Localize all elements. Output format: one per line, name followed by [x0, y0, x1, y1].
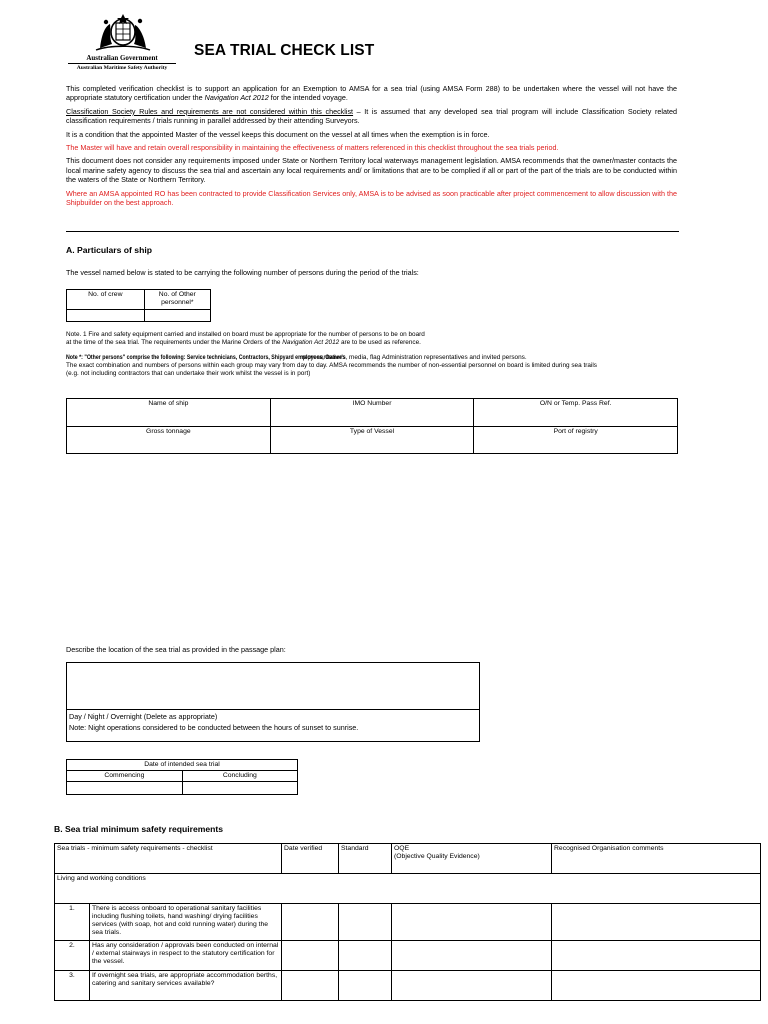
date-verified-field[interactable]: [282, 904, 339, 941]
checklist-column-header: Sea trials - minimum safety requirements - checklist: [55, 844, 282, 874]
on-temp-pass-cell[interactable]: O/N or Temp. Pass Ref.: [474, 399, 678, 427]
section-b-heading: B. Sea trial minimum safety requirements: [54, 824, 224, 834]
ro-comments-field[interactable]: [552, 971, 761, 1001]
section-divider: [66, 231, 679, 232]
logo-divider: [68, 63, 176, 64]
row-number: 1.: [55, 904, 90, 941]
table-row: [55, 941, 761, 971]
row-requirement: Has any consideration / approvals been conducted on internal / external stairways in respect to the statutory certification for the vessel.: [90, 941, 282, 971]
gross-tonnage-cell[interactable]: Gross tonnage: [67, 427, 271, 454]
day-night-selector[interactable]: Day / Night / Overnight (Delete as appropriate): [69, 712, 218, 721]
other-personnel-header: No. of Other personnel*: [144, 290, 210, 310]
intro-paragraph-5: This document does not consider any requirements imposed under State or Northern Territory local waterways management legislation. AMSA recommends that the owner/master contacts the local marine safety agency to discuss the sea trial and ascertain any local requirements and/ or limitations that are to be complied if all or part of the part of the trials are to be conducted within the waters of the State or Northern Territory.: [66, 156, 677, 185]
commencing-date-field[interactable]: [67, 782, 183, 795]
concluding-date-field[interactable]: [182, 782, 297, 795]
port-of-registry-cell[interactable]: Port of registry: [474, 427, 678, 454]
location-box: [66, 662, 480, 742]
table-row: [55, 971, 761, 1001]
page-title: SEA TRIAL CHECK LIST: [194, 42, 375, 59]
standard-field[interactable]: [339, 904, 392, 941]
note-1: Note. 1 Fire and safety equipment carried and installed on board must be appropriate for the number of persons to be on board at the time of the sea trial. The requirements under the Marine Orders of the Navigation Act 2012 are to be used as reference.: [66, 331, 425, 346]
ro-comments-field[interactable]: [552, 904, 761, 941]
intro-paragraph-6: Where an AMSA appointed RO has been contracted to provide Classification Services only, AMSA is to be advised as soon practicable after project commencement to allow discussion with the Shipbuilder on the best approach.: [66, 188, 677, 208]
standard-field[interactable]: [339, 941, 392, 971]
oqe-field[interactable]: [392, 941, 552, 971]
concluding-header: Concluding: [182, 771, 297, 782]
agency-name: Australian Maritime Safety Authority: [76, 65, 168, 71]
date-verified-field[interactable]: [282, 941, 339, 971]
type-of-vessel-cell[interactable]: Type of Vessel: [270, 427, 474, 454]
oqe-field[interactable]: [392, 971, 552, 1001]
table-row: [55, 904, 761, 941]
persons-table: [66, 289, 211, 322]
commencing-header: Commencing: [67, 771, 183, 782]
imo-number-cell[interactable]: IMO Number: [270, 399, 474, 427]
night-operations-note: Note: Night operations considered to be conducted between the hours of sunset to sunrise.: [69, 723, 359, 733]
coat-of-arms-icon: [92, 12, 154, 52]
date-table-title: Date of intended sea trial: [67, 760, 298, 771]
intro-paragraph-2: Classification Society Rules and requirements are not considered within this checklist – It is assumed that any developed sea trial program will include Classification Society related classification requirements / trials running in parallel addressed by their attending Surveyors.: [66, 106, 677, 126]
oqe-field[interactable]: [392, 904, 552, 941]
intro-section: [66, 84, 677, 207]
standard-column-header: Standard: [339, 844, 392, 874]
crew-header: No. of crew: [67, 290, 145, 310]
ro-comments-field[interactable]: [552, 941, 761, 971]
note-2: Note *: "Other persons" comprise the following: Service technicians, Contractors, Shipyard employees, Owner's representatives, media, flag Administration representatives and invited persons. The exact combination and numbers of persons within each group may vary from day to day. AMSA recommends the number of non-essential personnel on board is limited during sea trails (e.g. not including contractors that can undertake their work whilst the vessel is in port): [66, 354, 597, 377]
intro-paragraph-4: The Master will have and retain overall responsibility in maintaining the effectiveness of matters referenced in this checklist throughout the sea trials period.: [66, 143, 559, 153]
group-living-working: Living and working conditions: [55, 874, 761, 904]
agency-logo: [66, 12, 178, 76]
safety-requirements-table: [54, 843, 761, 1001]
section-a-heading: A. Particulars of ship: [66, 245, 152, 255]
row-number: 3.: [55, 971, 90, 1001]
persons-intro: The vessel named below is stated to be carrying the following number of persons during the period of the trials:: [66, 268, 419, 277]
standard-field[interactable]: [339, 971, 392, 1001]
other-personnel-count-field[interactable]: [144, 310, 210, 322]
name-of-ship-cell[interactable]: Name of ship: [67, 399, 271, 427]
ship-particulars-table: [66, 398, 678, 454]
oqe-column-header: OQE (Objective Quality Evidence): [392, 844, 552, 874]
row-requirement: If overnight sea trials, are appropriate accommodation berths, catering and sanitary services available?: [90, 971, 282, 1001]
intro-paragraph-1: This completed verification checklist is to support an application for an Exemption to AMSA for a sea trial (using AMSA Form 288) to be undertaken where the vessel will not have the appropriate statutory certification under the Navigation Act 2012 for the intended voyage.: [66, 84, 677, 103]
row-number: 2.: [55, 941, 90, 971]
government-name: Australian Government: [86, 54, 158, 62]
date-verified-column-header: Date verified: [282, 844, 339, 874]
ro-comments-column-header: Recognised Organisation comments: [552, 844, 761, 874]
row-requirement: There is access onboard to operational sanitary facilities including flushing toilets, hand washing/ drying facilities services (with soap, hot and cold running water) during the sea trials.: [90, 904, 282, 941]
date-table: [66, 759, 298, 795]
location-description-field[interactable]: [67, 663, 479, 710]
date-verified-field[interactable]: [282, 971, 339, 1001]
location-prompt: Describe the location of the sea trial as provided in the passage plan:: [66, 645, 286, 654]
intro-paragraph-3: It is a condition that the appointed Master of the vessel keeps this document on the vessel at all times when the exemption is in force.: [66, 129, 490, 139]
crew-count-field[interactable]: [67, 310, 145, 322]
